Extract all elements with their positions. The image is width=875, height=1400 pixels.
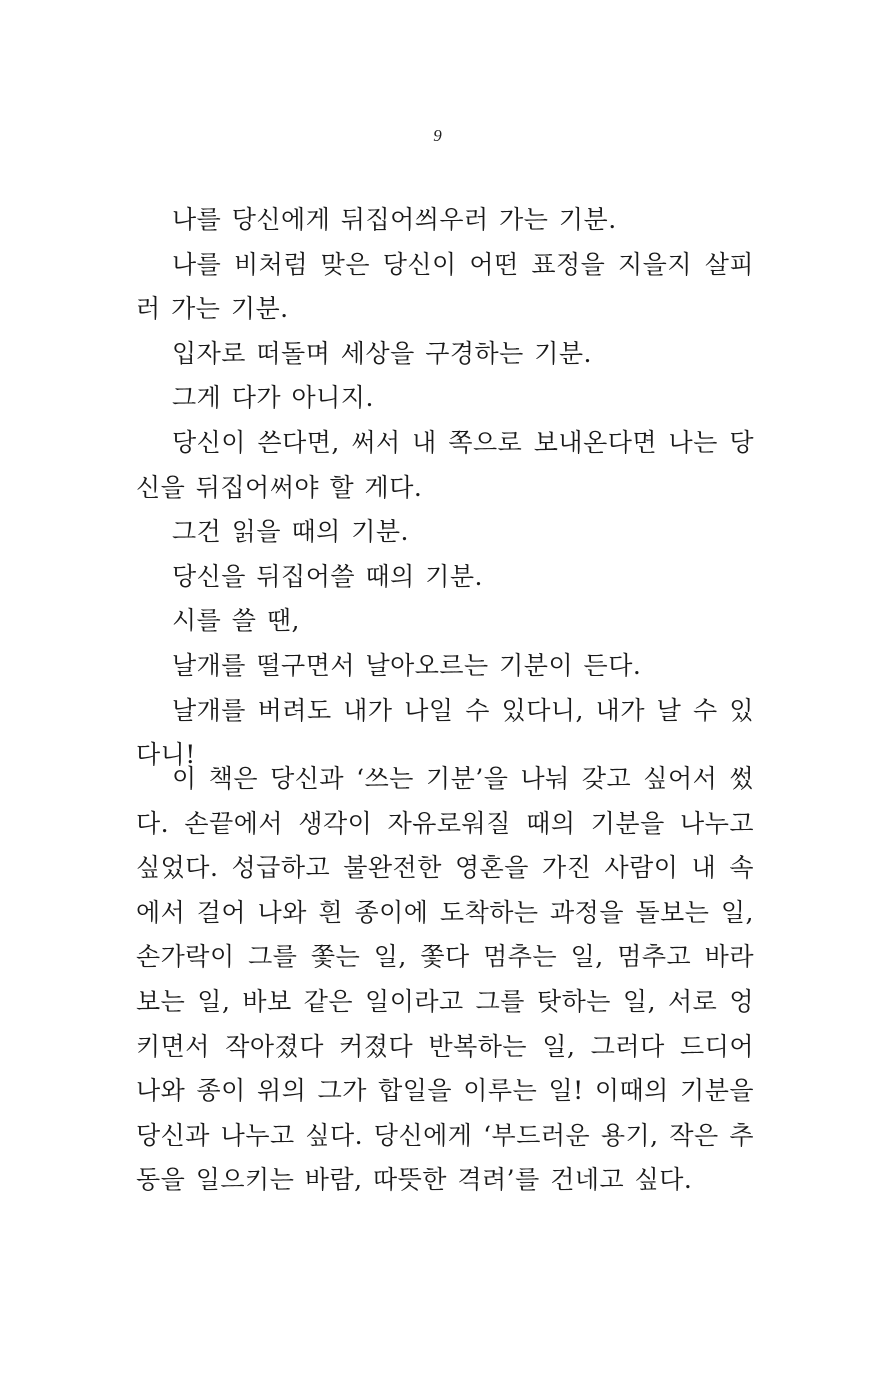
paragraph: 이 책은 당신과 ‘쓰는 기분’을 나눠 갖고 싶어서 썼다. 손끝에서 생각이 자유로워질 때의 기분을 나누고 싶었다. 성급하고 불완전한 영혼을 가진 사람이 내 속에서 걸어 나와 흰 종이에 도착하는 과정을 돌보는 일, 손가락이 그를 쫓는 일, 쫓다 멈추는 일, 멈추고 바라보는 일, 바보 같은 일이라고 그를 탓하는 일, 서로 엉키면서 작아졌다 커졌다 반복하는 일, 그러다 드디어 나와 종이 위의 그가 합일을 이루는 일! 이때의 기분을 당신과 나누고 싶다. 당신에게 ‘부드러운 용기, 작은 추동을 일으키는 바람, 따뜻한 격려’를 건네고 싶다. (136, 764, 754, 1195)
paragraph: 당신을 뒤집어쓸 때의 기분. (172, 561, 483, 591)
paragraph: 시를 쓸 땐, (172, 606, 300, 636)
paragraph: 나를 당신에게 뒤집어씌우러 가는 기분. (172, 205, 617, 234)
paragraph: 입자로 떠돌며 세상을 구경하는 기분. (172, 338, 592, 368)
paragraph: 당신이 쓴다면, 써서 내 쪽으로 보내온다면 나는 당신을 뒤집어써야 할 게다. (136, 427, 754, 502)
paragraph: 날개를 떨구면서 날아오르는 기분이 든다. (172, 650, 642, 680)
paragraph: 그건 읽을 때의 기분. (172, 517, 409, 547)
prose-section (136, 757, 754, 1203)
paragraph: 날개를 버려도 내가 나일 수 있다니, 내가 날 수 있다니! (136, 695, 754, 770)
poem-section (136, 198, 754, 778)
paragraph: 나를 비처럼 맞은 당신이 어떤 표정을 지을지 살피러 가는 기분. (136, 249, 754, 324)
page-number: 9 (433, 126, 442, 145)
paragraph: 그게 다가 아니지. (172, 383, 374, 413)
